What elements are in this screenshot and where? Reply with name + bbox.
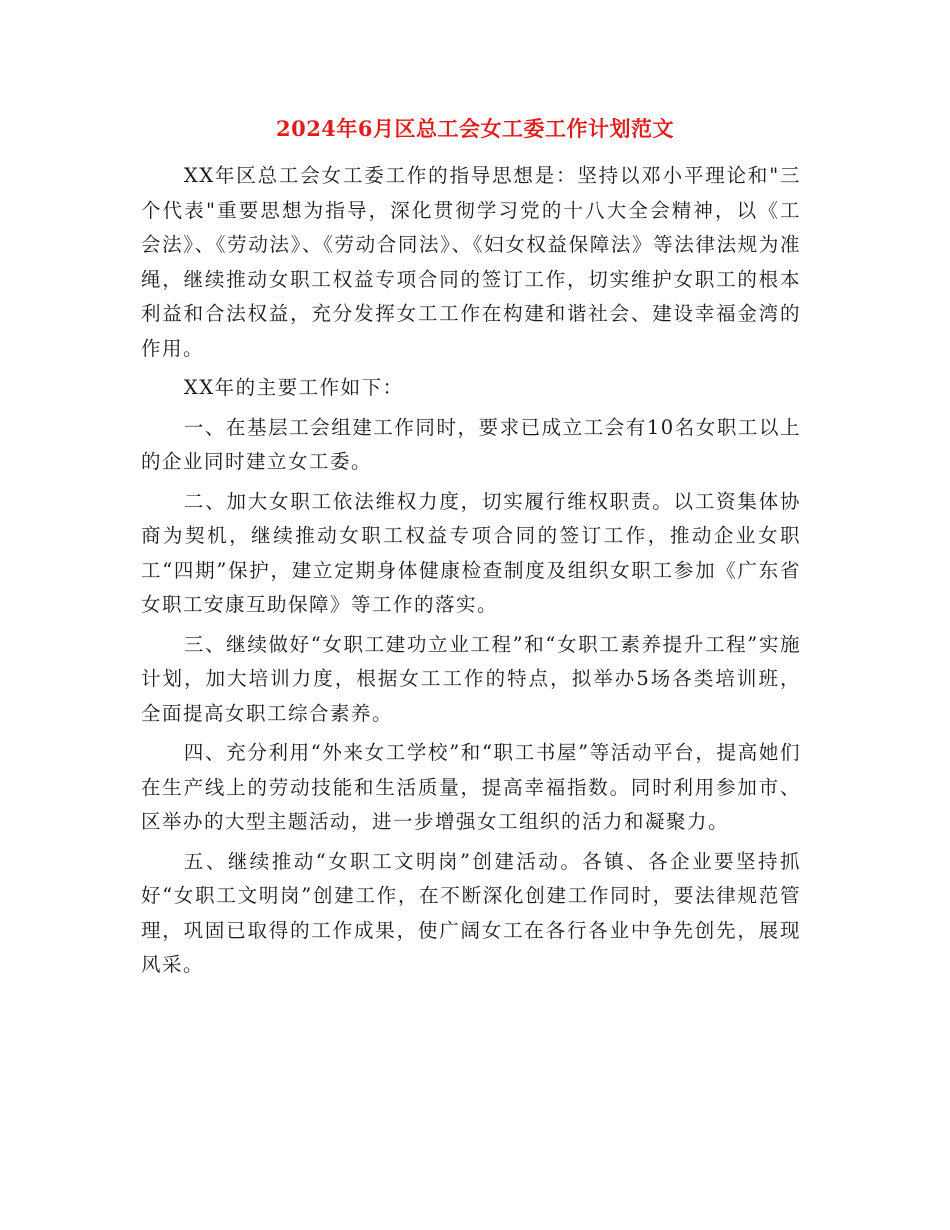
paragraph-item-4: 四、充分利用“外来女工学校”和“职工书屋”等活动平台，提高她们在生产线上的劳动技能和生活质量，提高幸福指数。同时利用参加市、区举办的大型主题活动，进一步增强女工组织的活力和凝聚力。 (141, 741, 801, 833)
paragraph-item-5: 五、继续推动“女职工文明岗”创建活动。各镇、各企业要坚持抓好“女职工文明岗”创建工作，在不断深化创建工作同时，要法律规范管理，巩固已取得的工作成果，使广阔女工在各行各业中争先创先，展现风采。 (141, 849, 801, 976)
document-body (141, 159, 801, 988)
paragraph-item-3: 三、继续做好“女职工建功立业工程”和“女职工素养提升工程”实施计划，加大培训力度，根据女工工作的特点，拟举办5场各类培训班，全面提高女职工综合素养。 (141, 632, 801, 725)
paragraph-item-2: 二、加大女职工依法维权力度，切实履行维权职责。以工资集体协商为契机，继续推动女职工权益专项合同的签订工作，推动企业女职工“四期”保护，建立定期身体健康检查制度及组织女职工参加《广东省女职工安康互助保障》等工作的落实。 (141, 489, 801, 616)
paragraph-item-1: 一、在基层工会组建工作同时，要求已成立工会有10名女职工以上的企业同时建立女工委。 (141, 415, 801, 473)
paragraph-main-work-intro: XX年的主要工作如下： (183, 376, 404, 399)
paragraph-guiding-ideology: XX年区总工会女工委工作的指导思想是：坚持以邓小平理论和"三个代表"重要思想为指导，深化贯彻学习党的十八大全会精神，以《工会法》、《劳动法》、《劳动合同法》、《妇女权益保障法》等法律法规为准绳，继续推动女职工权益专项合同的签订工作，切实维护女职工的根本利益和合法权益，充分发挥女工工作在构建和谐社会、建设幸福金湾的作用。 (141, 164, 801, 360)
document-title: 2024年6月区总工会女工委工作计划范文 (275, 116, 675, 141)
